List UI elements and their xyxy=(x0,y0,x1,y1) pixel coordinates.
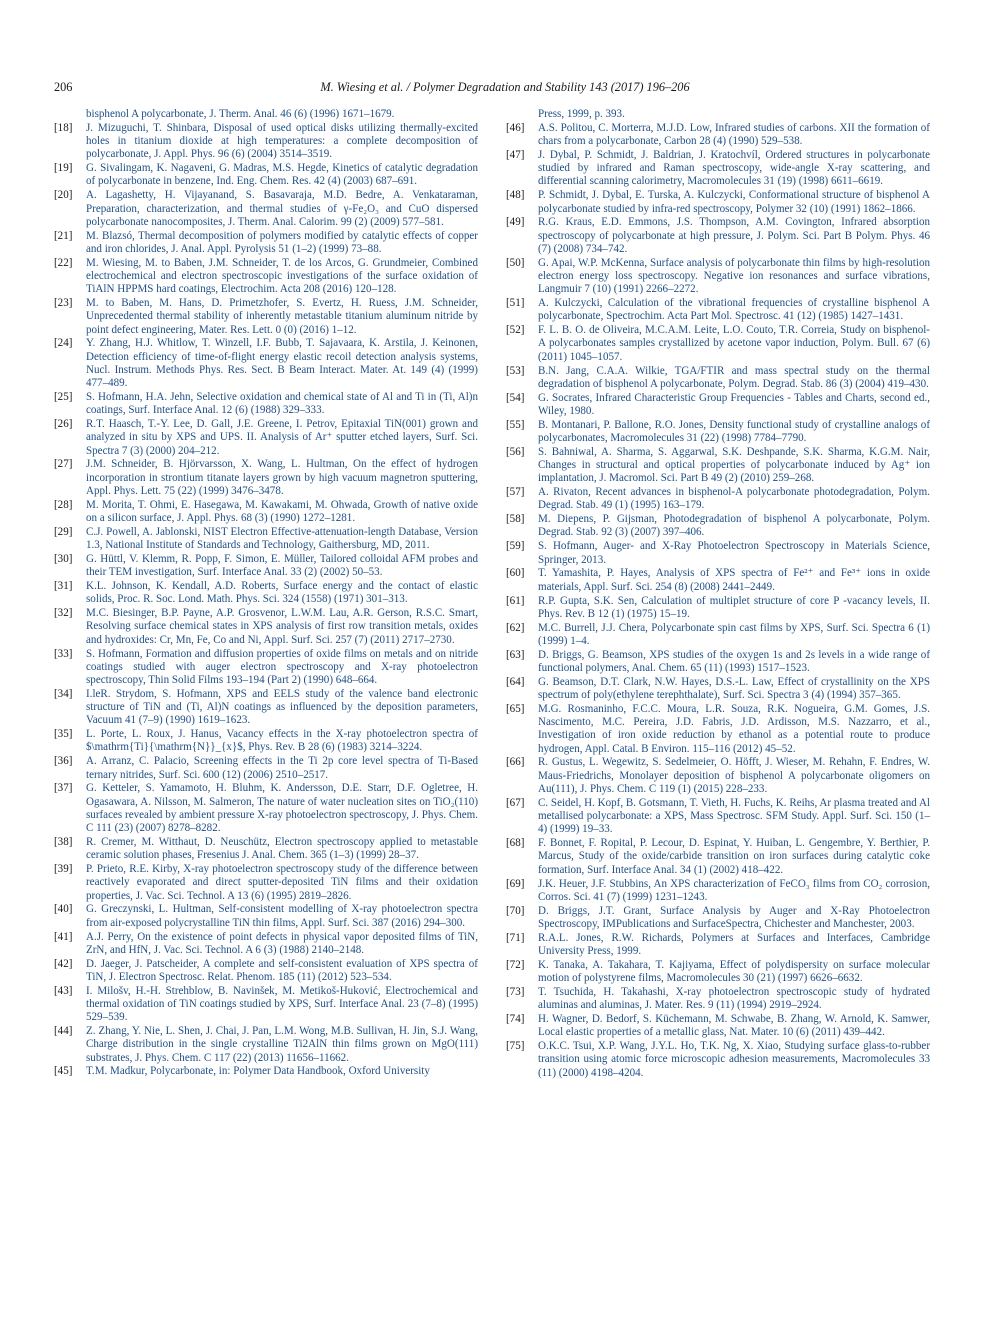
reference-number: [32] xyxy=(54,607,73,620)
reference-link[interactable]: J. Dybal, P. Schmidt, J. Baldrian, J. Kratochvíl, Ordered structures in polycarbonate studied by infrared and Raman spectroscopy, wide-angle X-ray scattering, and differential scanning calorimetry, Macromolecules 31 (19) (1998) 6611–6619. xyxy=(538,148,930,188)
reference-number: [64] xyxy=(506,675,525,688)
reference-number: [23] xyxy=(54,297,73,310)
reference-entry xyxy=(54,755,478,782)
reference-link[interactable]: H. Wagner, D. Bedorf, S. Küchemann, M. Schwabe, B. Zhang, W. Arnold, K. Samwer, Local elastic properties of a metallic glass, Nat. Mater. 10 (6) (2011) 439–442. xyxy=(538,1012,930,1039)
reference-entry xyxy=(54,553,478,580)
reference-entry xyxy=(54,526,478,553)
reference-entry xyxy=(54,189,478,229)
reference-number: [25] xyxy=(54,391,73,403)
reference-number: [47] xyxy=(506,148,525,161)
reference-entry xyxy=(506,216,930,256)
reference-number: [73] xyxy=(506,985,525,998)
reference-number: [48] xyxy=(506,189,525,202)
reference-link[interactable]: K. Tanaka, A. Takahara, T. Kajiyama, Effect of polydispersity on surface molecular motion of polystyrene films, Macromolecules 30 (21) (1997) 6626–6632. xyxy=(538,958,930,985)
reference-number: [19] xyxy=(54,162,73,175)
reference-number: [61] xyxy=(506,594,525,607)
reference-link[interactable]: A.J. Perry, On the existence of point defects in physical vapor deposited films of TiN, ZrN, and HfN, J. Vac. Sci. Technol. A 6 (3) (1988) 2140–2148. xyxy=(86,930,478,956)
reference-entry xyxy=(54,1025,478,1065)
reference-entry xyxy=(506,676,930,703)
reference-entry xyxy=(54,230,478,257)
reference-entry xyxy=(54,985,478,1025)
reference-entry xyxy=(506,797,930,837)
reference-number: [43] xyxy=(54,984,73,997)
reference-link[interactable]: G. Ketteler, S. Yamamoto, H. Bluhm, K. Andersson, D.E. Starr, D.F. Ogletree, H. Ogasawara, A. Nilsson, M. Salmeron, The nature of water nucleation sites on TiO₂(110) surfaces revealed by ambient pressure X-ray photoelectron spectroscopy, J. Phys. Chem. C 111 (23) (2007) 8278–8282. xyxy=(86,782,478,835)
reference-entry xyxy=(506,486,930,513)
reference-link[interactable]: B. Montanari, P. Ballone, R.O. Jones, Density functional study of crystalline analogs of polycarbonates, Macromolecules 31 (22) (1998) 7784–7790. xyxy=(538,418,930,444)
reference-link[interactable]: bisphenol A polycarbonate, J. Therm. Anal. 46 (6) (1996) 1671–1679. xyxy=(86,108,395,120)
page-header xyxy=(54,80,956,98)
reference-number: [49] xyxy=(506,216,525,229)
reference-link[interactable]: F. L. B. O. de Oliveira, M.C.A.M. Leite, L.O. Couto, T.R. Correia, Study on bisphenol-A polycarbonates samples crystallized by acetone vapor induction, Polym. Bull. 67 (6) (2011) 1045–1057. xyxy=(538,324,930,363)
reference-number: [74] xyxy=(506,1012,525,1025)
reference-entry xyxy=(54,782,478,835)
reference-entry xyxy=(506,297,930,324)
reference-entry xyxy=(506,1013,930,1040)
reference-entry xyxy=(506,756,930,796)
reference-number: [31] xyxy=(54,580,73,593)
reference-number: [68] xyxy=(506,837,525,850)
reference-entry xyxy=(54,297,478,337)
reference-entry xyxy=(54,728,478,755)
reference-number: [29] xyxy=(54,525,73,538)
reference-link[interactable]: I. Milošv, H.-H. Strehblow, B. Navinšek, M. Metikoš-Huković, Electrochemical and thermal oxidation of TiN coatings studied by XPS, Surf. Interface Anal. 23 (7–8) (1995) 529–539. xyxy=(86,984,478,1024)
reference-number: [38] xyxy=(54,835,73,848)
reference-number: [59] xyxy=(506,540,525,553)
reference-number: [33] xyxy=(54,647,73,660)
reference-entry xyxy=(54,162,478,189)
reference-number: [37] xyxy=(54,782,73,795)
references-right-column xyxy=(506,108,930,1080)
reference-entry xyxy=(54,418,478,458)
reference-link[interactable]: M. to Baben, M. Hans, D. Primetzhofer, S. Evertz, H. Ruess, J.M. Schneider, Unprecedented thermal stability of inherently metastable titanium aluminum nitride by point defect engineering, Mater. Res. Lett. 0 (0) (2016) 1–12. xyxy=(86,297,478,336)
reference-entry xyxy=(54,903,478,930)
reference-number: [26] xyxy=(54,418,73,431)
reference-link[interactable]: M.C. Biesinger, B.P. Payne, A.P. Grosvenor, L.W.M. Lau, A.R. Gerson, R.S.C. Smart, Resolving surface chemical states in XPS analysis of first row transition metals, oxides and hydroxides: Cr, Mn, Fe, Co and Ni, Appl. Surf. Sci. 257 (7) (2011) 2717–2730. xyxy=(86,607,478,646)
reference-link[interactable]: A.S. Politou, C. Morterra, M.J.D. Low, Infrared studies of carbons. XII the formation of chars from a polycarbonate, Carbon 28 (4) (1990) 529–538. xyxy=(538,121,930,148)
reference-link[interactable]: P. Prieto, R.E. Kirby, X-ray photoelectron spectroscopy study of the difference between reactively evaporated and direct sputter-deposited TiN films and their oxidation properties, J. Vac. Sci. Technol. A 13 (6) (1995) 2819–2826. xyxy=(86,863,478,902)
reference-entry xyxy=(506,959,930,986)
reference-link[interactable]: M. Diepens, P. Gijsman, Photodegradation of bisphenol A polycarbonate, Polym. Degrad. Stab. 92 (3) (2007) 397–406. xyxy=(538,513,930,539)
references-left-column xyxy=(54,108,478,1079)
reference-entry xyxy=(54,688,478,728)
reference-entry xyxy=(506,392,930,419)
reference-entry xyxy=(54,836,478,863)
reference-number: [39] xyxy=(54,863,73,876)
reference-number: [40] xyxy=(54,903,73,916)
reference-number: [24] xyxy=(54,337,73,350)
reference-link[interactable]: S. Hofmann, Auger- and X-Ray Photoelectron Spectroscopy in Materials Science, Springer, 2013. xyxy=(538,540,930,566)
reference-number: [45] xyxy=(54,1065,73,1078)
reference-number: [72] xyxy=(506,958,525,971)
reference-entry xyxy=(54,391,478,418)
reference-link[interactable]: A. Rivaton, Recent advances in bisphenol-A polycarbonate photodegradation, Polym. Degrad. Stab. 49 (1) (1995) 163–179. xyxy=(538,486,930,512)
reference-entry xyxy=(54,931,478,958)
reference-entry xyxy=(506,905,930,932)
reference-entry xyxy=(506,595,930,622)
reference-link[interactable]: B.N. Jang, C.A.A. Wilkie, TGA/FTIR and mass spectral study on the thermal degradation of bisphenol A polycarbonate, Polym. Degrad. Stab. 86 (3) (2004) 419–430. xyxy=(538,364,930,390)
reference-link[interactable]: G. Socrates, Infrared Characteristic Group Frequencies - Tables and Charts, second ed., Wiley, 1980. xyxy=(538,391,930,417)
reference-entry xyxy=(506,324,930,364)
reference-number: [20] xyxy=(54,189,73,202)
reference-entry xyxy=(54,863,478,903)
reference-link[interactable]: A. Arranz, C. Palacio, Screening effects in the Ti 2p core level spectra of Ti-Based ternary nitrides, Surf. Sci. 600 (12) (2006) 2510–2517. xyxy=(86,755,478,781)
reference-number: [71] xyxy=(506,931,525,944)
reference-number: [52] xyxy=(506,324,525,337)
reference-link[interactable]: R. Cremer, M. Witthaut, D. Neuschütz, Electron spectroscopy applied to metastable ceramic solution phases, Fresenius J. Anal. Chem. 365 (1–3) (1999) 28–37. xyxy=(86,835,478,862)
reference-number: [75] xyxy=(506,1040,525,1053)
reference-entry xyxy=(506,122,930,149)
reference-number: [69] xyxy=(506,877,525,890)
reference-link[interactable]: G. Greczynski, L. Hultman, Self-consistent modelling of X-ray photoelectron spectra from air-exposed polycrystalline TiN thin films, Appl. Surf. Sci. 387 (2016) 294–300. xyxy=(86,903,478,929)
reference-number: [56] xyxy=(506,445,525,458)
reference-link[interactable]: S. Hofmann, H.A. Jehn, Selective oxidation and chemical state of Al and Ti in (Ti, Al)n coatings, Surf. Interface Anal. 12 (6) (1988) 329–333. xyxy=(86,391,478,417)
reference-number: [30] xyxy=(54,552,73,565)
reference-link[interactable]: I.leR. Strydom, S. Hofmann, XPS and EELS study of the valence band electronic structure of TiN and (Ti, Al)N coatings as influenced by the deposition parameters, Vacuum 41 (7–9) (1990) 1619–1623. xyxy=(86,687,478,727)
reference-link[interactable]: M.G. Rosmaninho, F.C.C. Moura, L.R. Souza, R.K. Nogueira, G.M. Gomes, J.S. Nascimento, M.C. Pereira, J.D. Fabris, J.D. Ardisson, M.S. Nazzarro, et al., Investigation of iron oxide reduction by ethanol as a potential route to produce hydrogen, Appl. Catal. B Environ. 115–116 (2012) 45–52. xyxy=(538,702,930,755)
reference-entry xyxy=(506,419,930,446)
reference-entry xyxy=(506,189,930,216)
reference-entry xyxy=(506,513,930,540)
reference-number: [55] xyxy=(506,418,525,431)
reference-link[interactable]: G. Beamson, D.T. Clark, N.W. Hayes, D.S.-L. Law, Effect of crystallinity on the XPS spectrum of poly(ethylene terephthalate), Surf. Sci. Spectra 3 (4) (1994) 357–365. xyxy=(538,675,930,702)
reference-number: [62] xyxy=(506,621,525,634)
reference-link[interactable]: Press, 1999, p. 393. xyxy=(538,108,625,120)
reference-number: [58] xyxy=(506,513,525,526)
reference-number: [65] xyxy=(506,702,525,715)
reference-link[interactable]: T. Yamashita, P. Hayes, Analysis of XPS spectra of Fe²⁺ and Fe³⁺ ions in oxide materials, Appl. Surf. Sci. 254 (8) (2008) 2441–2449. xyxy=(538,567,930,593)
reference-number: [60] xyxy=(506,567,525,580)
reference-entry xyxy=(506,446,930,486)
reference-entry xyxy=(506,108,930,121)
reference-entry xyxy=(506,986,930,1013)
reference-entry xyxy=(506,257,930,297)
reference-entry xyxy=(54,108,478,121)
reference-link[interactable]: M.C. Burrell, J.J. Chera, Polycarbonate spin cast films by XPS, Surf. Sci. Spectra 6 (1) (1999) 1–4. xyxy=(538,621,930,647)
reference-entry xyxy=(54,648,478,688)
reference-number: [35] xyxy=(54,728,73,741)
reference-number: [50] xyxy=(506,256,525,269)
reference-link[interactable]: A. Kulczycki, Calculation of the vibrational frequencies of crystalline bisphenol A polycarbonate, Spectrochim. Acta Part Mol. Spectrosc. 41 (12) (1985) 1427–1431. xyxy=(538,297,930,323)
reference-entry xyxy=(54,580,478,607)
reference-number: [53] xyxy=(506,364,525,377)
reference-entry xyxy=(506,1040,930,1080)
reference-number: [28] xyxy=(54,498,73,511)
reference-number: [51] xyxy=(506,297,525,310)
reference-entry xyxy=(54,499,478,526)
reference-number: [36] xyxy=(54,755,73,768)
reference-number: [57] xyxy=(506,486,525,499)
reference-entry xyxy=(506,622,930,649)
reference-number: [21] xyxy=(54,229,73,242)
reference-entry xyxy=(506,649,930,676)
reference-link[interactable]: G. Hüttl, V. Klemm, R. Popp, F. Simon, E. Müller, Tailored colloidal AFM probes and their TEM investigation, Surf. Interface Anal. 33 (2) (2002) 50–53. xyxy=(86,552,478,579)
reference-number: [44] xyxy=(54,1025,73,1038)
reference-link[interactable]: M. Morita, T. Ohmi, E. Hasegawa, M. Kawakami, M. Ohwada, Growth of native oxide on a silicon surface, J. Appl. Phys. 68 (3) (1990) 1272–1281. xyxy=(86,498,478,525)
reference-link[interactable]: D. Jaeger, J. Patscheider, A complete and self-consistent evaluation of XPS spectra of TiN, J. Electron Spectrosc. Relat. Phenom. 185 (11) (2012) 523–534. xyxy=(86,957,478,983)
reference-entry xyxy=(54,458,478,498)
reference-link[interactable]: T. Tsuchida, H. Takahashi, X-ray photoelectron spectroscopic study of hydrated aluminas and aluminas, J. Mater. Res. 9 (11) (1994) 2919–2924. xyxy=(538,985,930,1012)
reference-number: [67] xyxy=(506,796,525,809)
reference-link[interactable]: C.J. Powell, A. Jablonski, NIST Electron Effective-attenuation-length Database, Version 1.3, National Institute of Standards and Technology, Gaithersburg, MD, 2011. xyxy=(86,525,478,552)
reference-entry xyxy=(506,932,930,959)
reference-entry xyxy=(54,122,478,162)
reference-link[interactable]: S. Bahniwal, A. Sharma, S. Aggarwal, S.K. Deshpande, S.K. Sharma, K.G.M. Nair, Changes in structural and optical properties of polycarbonate induced by Ag⁺ ion implantation, J. Macromol. Sci. Part B 49 (2) (2010) 259–268. xyxy=(538,445,930,485)
reference-link[interactable]: S. Hofmann, Formation and diffusion properties of oxide films on metals and on nitride coatings studied with auger electron spectroscopy and X-ray photoelectron spectroscopy, Thin Solid Films 193–194 (Part 2) (1990) 648–664. xyxy=(86,647,478,686)
reference-link[interactable]: D. Briggs, G. Beamson, XPS studies of the oxygen 1s and 2s levels in a wide range of functional polymers, Anal. Chem. 65 (11) (1993) 1517–1523. xyxy=(538,648,930,674)
reference-link[interactable]: O.K.C. Tsui, X.P. Wang, J.Y.L. Ho, T.K. Ng, X. Xiao, Studying surface glass-to-rubber transition using atomic force microscopic adhesion measurements, Macromolecules 33 (11) (2000) 4198–4204. xyxy=(538,1040,930,1079)
reference-link[interactable]: R.G. Kraus, E.D. Emmons, J.S. Thompson, A.M. Covington, Infrared absorption spectroscopy of polycarbonate at high pressure, J. Polym. Sci. Part B Polym. Phys. 46 (7) (2008) 734–742. xyxy=(538,216,930,255)
reference-link[interactable]: T.M. Madkur, Polycarbonate, in: Polymer Data Handbook, Oxford University xyxy=(86,1065,430,1078)
reference-entry xyxy=(54,257,478,297)
reference-entry xyxy=(506,567,930,594)
reference-number: [22] xyxy=(54,256,73,269)
reference-link[interactable]: M. Blazsó, Thermal decomposition of polymers modified by catalytic effects of copper and iron chlorides, J. Anal. Appl. Pyrolysis 51 (1–2) (1999) 73–88. xyxy=(86,229,478,255)
reference-link[interactable]: G. Apai, W.P. McKenna, Surface analysis of polycarbonate thin films by high-resolution electron energy loss spectroscopy. Negative ion resonances and surface vibrations, Langmuir 7 (10) (1991) 2266–2272. xyxy=(538,256,930,296)
reference-number: [42] xyxy=(54,957,73,970)
reference-entry xyxy=(54,958,478,985)
reference-entry xyxy=(506,878,930,905)
reference-link[interactable]: R.P. Gupta, S.K. Sen, Calculation of multiplet structure of core P -vacancy levels, II. Phys. Rev. B 12 (1) (1975) 15–19. xyxy=(538,594,930,620)
running-head: M. Wiesing et al. / Polymer Degradation and Stability 143 (2017) 196–206 xyxy=(320,80,690,94)
reference-number: [27] xyxy=(54,458,73,471)
reference-number: [41] xyxy=(54,930,73,943)
reference-number: [70] xyxy=(506,904,525,917)
reference-link[interactable]: R.A.L. Jones, R.W. Richards, Polymers at Surfaces and Interfaces, Cambridge University Press, 1999. xyxy=(538,931,930,957)
reference-link[interactable]: Y. Zhang, H.J. Whitlow, T. Winzell, I.F. Bubb, T. Sajavaara, K. Arstila, J. Keinonen, Detection efficiency of time-of-flight energy elastic recoil detection analysis systems, Nucl. Instrum. Methods Phys. Res. Sect. B Beam Interact. Mater. At. 149 (4) (1999) 477–489. xyxy=(86,337,478,390)
reference-link[interactable]: F. Bonnet, F. Ropital, P. Lecour, D. Espinat, Y. Huiban, L. Gengembre, Y. Berthier, P. Marcus, Study of the oxide/carbide transition on iron surfaces during catalytic coke formation, Surf. Interface Anal. 34 (1) (2002) 418–422. xyxy=(538,837,930,876)
reference-entry xyxy=(506,149,930,189)
reference-entry xyxy=(506,540,930,567)
reference-link[interactable]: L. Porte, L. Roux, J. Hanus, Vacancy effects in the X-ray photoelectron spectra of $\mathrm{Ti}{\mathrm{N}}_{x}$, Phys. Rev. B 28 (6) (1983) 3214–3224. xyxy=(86,728,478,754)
reference-entry xyxy=(506,365,930,392)
reference-number: [66] xyxy=(506,756,525,769)
reference-number: [63] xyxy=(506,648,525,661)
reference-link[interactable]: Z. Zhang, Y. Nie, L. Shen, J. Chai, J. Pan, L.M. Wong, M.B. Sullivan, H. Jin, S.J. Wang, Charge distribution in the single crystalline Ti2AlN thin films grown on MgO(111) substrates, J. Phys. Chem. C 117 (22) (2013) 11656–11662. xyxy=(86,1025,478,1064)
reference-link[interactable]: J.M. Schneider, B. Hjörvarsson, X. Wang, L. Hultman, On the effect of hydrogen incorporation in strontium titanate layers grown by high vacuum magnetron sputtering, Appl. Phys. Lett. 75 (22) (1999) 3476–3478. xyxy=(86,458,478,497)
reference-link[interactable]: M. Wiesing, M. to Baben, J.M. Schneider, T. de los Arcos, G. Grundmeier, Combined electrochemical and electron spectroscopic investigations of the surface oxidation of TiAlN HPPMS hard coatings, Electrochim. Acta 208 (2016) 120–128. xyxy=(86,256,478,296)
reference-number: [54] xyxy=(506,391,525,404)
reference-number: [34] xyxy=(54,687,73,700)
reference-entry xyxy=(506,703,930,756)
reference-link[interactable]: K.L. Johnson, K. Kendall, A.D. Roberts, Surface energy and the contact of elastic solids, Proc. R. Soc. Lond. Math. Phys. Sci. 324 (1558) (1971) 301–313. xyxy=(86,580,478,606)
reference-link[interactable]: G. Sivalingam, K. Nagaveni, G. Madras, M.S. Hegde, Kinetics of catalytic degradation of polycarbonate in benzene, Ind. Eng. Chem. Res. 42 (4) (2003) 687–691. xyxy=(86,162,478,188)
reference-entry xyxy=(54,337,478,390)
page-number: 206 xyxy=(54,80,73,94)
reference-link[interactable]: R. Gustus, L. Wegewitz, S. Sedelmeier, O. Höfft, J. Wieser, M. Rehahn, F. Endres, W. Maus-Friedrichs, Monolayer deposition of bisphenol A polycarbonate oligomers on Au(111), J. Phys. Chem. C 119 (1) (2015) 228–233. xyxy=(538,756,930,795)
reference-link[interactable]: J.K. Heuer, J.F. Stubbins, An XPS characterization of FeCO₃ films from CO₂ corrosion, Corros. Sci. 41 (7) (1999) 1231–1243. xyxy=(538,877,930,903)
reference-entry xyxy=(54,607,478,647)
reference-link[interactable]: R.T. Haasch, T.-Y. Lee, D. Gall, J.E. Greene, I. Petrov, Epitaxial TiN(001) grown and analyzed in situ by XPS and UPS. II. Analysis of Ar⁺ sputter etched layers, Surf. Sci. Spectra 7 (3) (2000) 204–212. xyxy=(86,418,478,457)
reference-link[interactable]: P. Schmidt, J. Dybal, E. Turska, A. Kulczycki, Conformational structure of bisphenol A polycarbonate studied by infra-red spectroscopy, Polymer 32 (10) (1991) 1862–1866. xyxy=(538,189,930,215)
reference-entry xyxy=(54,1065,478,1078)
reference-link[interactable]: A. Lagashetty, H. Vijayanand, S. Basavaraja, M.D. Bedre, A. Venkataraman, Preparation, characterization, and thermal studies of γ-Fe₂O₃ and CuO dispersed polycarbonate nanocomposites, J. Therm. Anal. Calorim. 99 (2) (2009) 577–581. xyxy=(86,189,478,228)
reference-number: [18] xyxy=(54,121,73,134)
reference-number: [46] xyxy=(506,121,525,134)
reference-link[interactable]: C. Seidel, H. Kopf, B. Gotsmann, T. Vieth, H. Fuchs, K. Reihs, Ar plasma treated and Al metallised polycarbonate: a XPS, Mass Spectrosc. SFM Study. Appl. Surf. Sci. 150 (1–4) (1999) 19–33. xyxy=(538,796,930,836)
reference-entry xyxy=(506,837,930,877)
reference-link[interactable]: D. Briggs, J.T. Grant, Surface Analysis by Auger and X-Ray Photoelectron Spectroscopy, IMPublications and SurfaceSpectra, Chichester and Manchester, 2003. xyxy=(538,904,930,930)
reference-link[interactable]: J. Mizuguchi, T. Shinbara, Disposal of used optical disks utilizing thermally-excited holes in titanium dioxide at high temperatures: a complete decomposition of polycarbonate, J. Appl. Phys. 96 (6) (2004) 3514–3519. xyxy=(86,121,478,161)
